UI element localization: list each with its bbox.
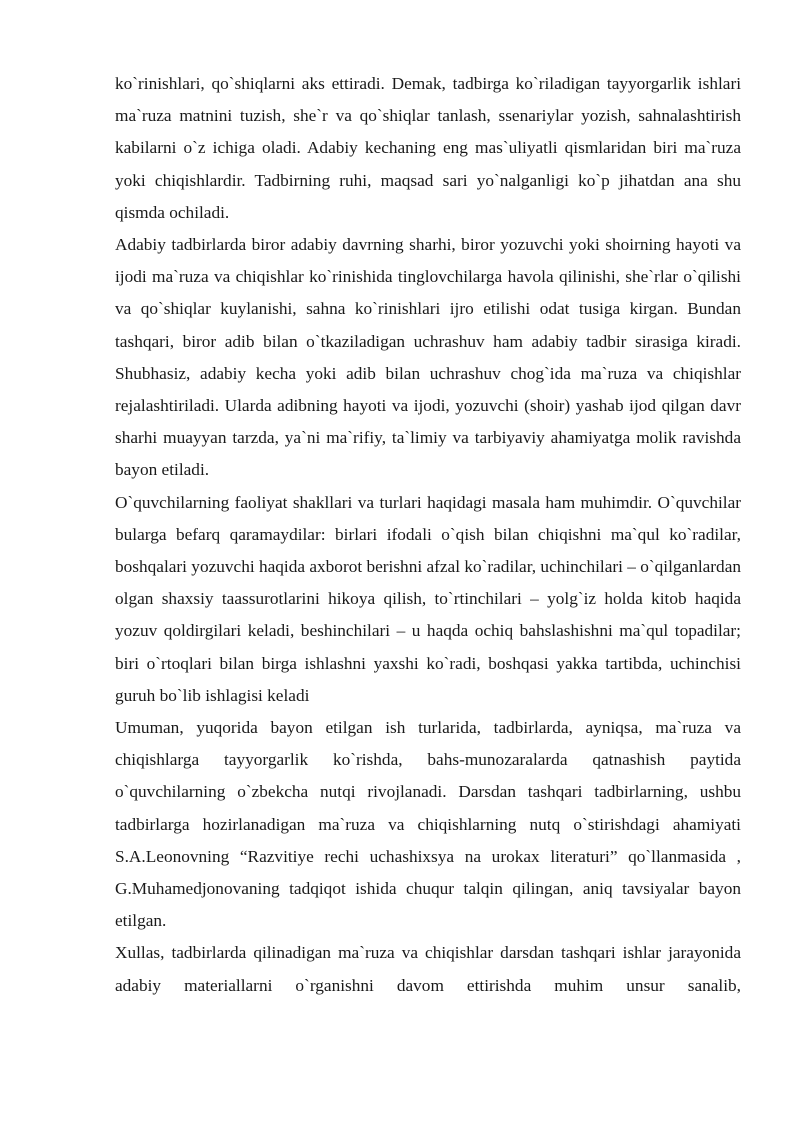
paragraph-2: Adabiy tadbirlarda biror adabiy davrning sharhi, biror yozuvchi yoki shoirning hayoti va ijodi ma`ruza va chiqishlar ko`rinishida tinglovchilarga havola qilinishi, she`rlar o`qilishi va qo`shiqlar kuylanishi, sahna ko`rinishlari ijro etilishi odat tusiga kirgan. Bundan tashqari, biror adib bilan o`tkaziladigan uchrashuv ham adabiy tadbir sirasiga kiradi. Shubhasiz, adabiy kecha yoki adib bilan uchrashuv chog`ida ma`ruza va chiqishlar rejalashtiriladi. Ularda adibning hayoti va ijodi, yozuvchi (shoir) yashab ijod qilgan davr sharhi muayyan tarzda, ya`ni ma`rifiy, ta`limiy va tarbiyaviy ahamiyatga molik ravishda bayon etiladi. — [115, 235, 741, 480]
paragraph-4: Umuman, yuqorida bayon etilgan ish turlarida, tadbirlarda, ayniqsa, ma`ruza va chiqishlarga tayyorgarlik ko`rishda, bahs-munozaralarda qatnashish paytida o`quvchilarning o`zbekcha nutqi rivojlanadi. Darsdan tashqari tadbirlarning, ushbu tadbirlarga hozirlanadigan ma`ruza va chiqishlarning nutq o`stirishdagi ahamiyati S.A.Leonovning “Razvitiye rechi uchashixsya na urokax literaturi” qo`llanmasida , G.Muhamedjonovaning tadqiqot ishida chuqur talqin qilingan, aniq tavsiyalar bayon etilgan. — [115, 718, 741, 931]
paragraph-3: O`quvchilarning faoliyat shakllari va turlari haqidagi masala ham muhimdir. O`quvchilar bularga befarq qaramaydilar: birlari ifodali o`qish bilan chiqishni ma`qul ko`radilar, boshqalari yozuvchi haqida axborot berishni afzal ko`radilar, uchinchilari – o`qilganlardan olgan shaxsiy taassurotlarini hikoya qilish, to`rtinchilari – yolg`iz holda kitob haqida yozuv qoldirgilari keladi, beshinchilari – u haqda ochiq bahslashishni ma`qul topadilar; biri o`rtoqlari bilan birga ishlashni yaxshi ko`radi, boshqasi yakka tartibda, uchinchisi guruh bo`lib ishlagisi keladi — [115, 492, 742, 705]
paragraph-5: Xullas, tadbirlarda qilinadigan ma`ruza va chiqishlar darsdan tashqari ishlar jarayonida adabiy materiallarni o`rganishni davom ettirishda muhim unsur sanalib, — [115, 943, 741, 995]
paragraph-1: ko`rinishlari, qo`shiqlarni aks ettiradi. Demak, tadbirga ko`riladigan tayyorgarlik ishlari ma`ruza matnini tuzish, she`r va qo`shiqlar tanlash, ssenariylar yozish, sahnalashtirish kabilarni o`z ichiga oladi. Adabiy kechaning eng mas`uliyatli qismlaridan biri ma`ruza yoki chiqishlardir. Tadbirning ruhi, maqsad sari yo`nalganligi ko`p jihatdan ana shu qismda ochiladi. — [115, 74, 741, 222]
document-page — [115, 68, 741, 1002]
